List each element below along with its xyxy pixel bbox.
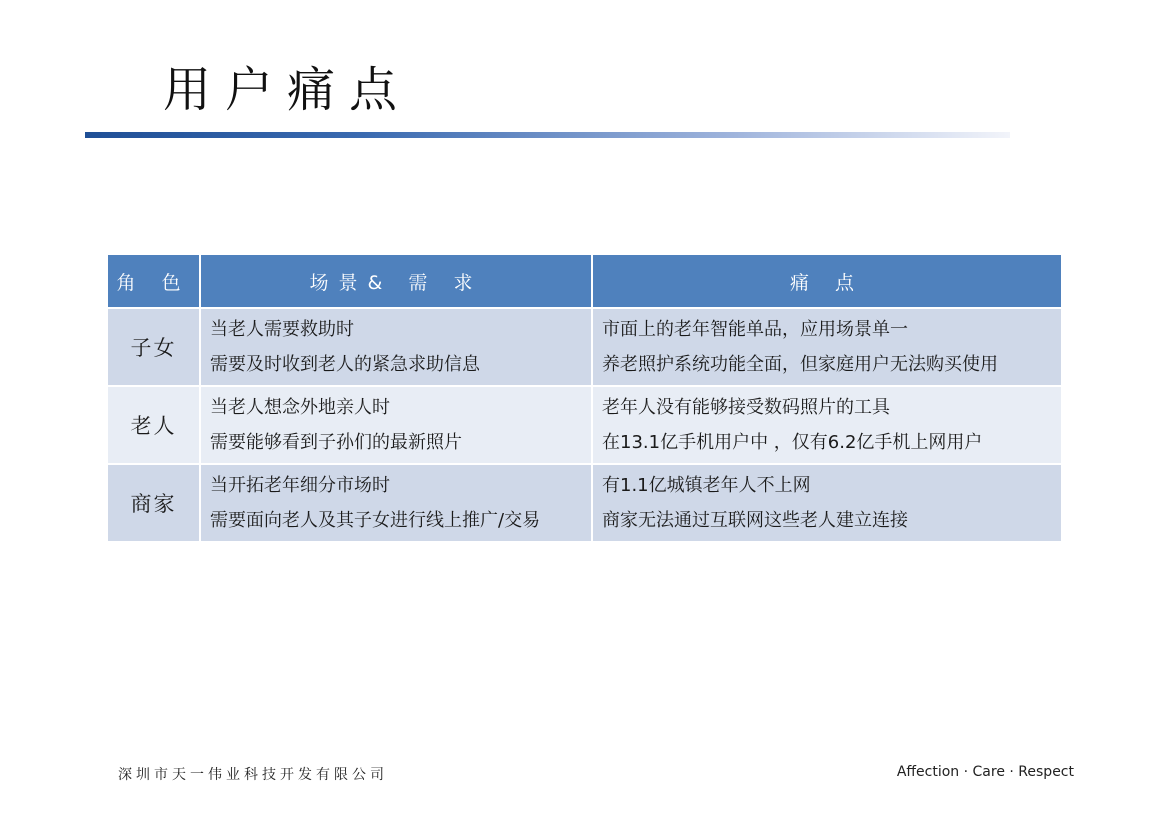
- pains-line: 在13.1亿手机用户中 ，仅有6.2亿手机上网用户: [602, 432, 983, 453]
- role-cell: 老人: [108, 387, 201, 465]
- pain-points-table: [108, 255, 1061, 543]
- table-row: [108, 465, 1061, 543]
- needs-line: 当老人需要救助时: [210, 319, 354, 340]
- table-row: [108, 387, 1061, 465]
- needs-line: 需要及时收到老人的紧急求助信息: [210, 354, 480, 375]
- pains-line: 养老照护系统功能全面，但家庭用户无法购买使用: [602, 354, 998, 375]
- table-row: [108, 309, 1061, 387]
- needs-cell: [201, 309, 593, 387]
- role-cell: 子女: [108, 309, 201, 387]
- page-title: 用户痛点: [163, 62, 412, 118]
- pains-cell: [593, 465, 1061, 543]
- slogan: Affection · Care · Respect: [896, 764, 1074, 780]
- role-cell: 商家: [108, 465, 201, 543]
- needs-line: 需要能够看到子孙们的最新照片: [210, 432, 462, 453]
- pains-cell: [593, 309, 1061, 387]
- title-underline-bar: [85, 132, 1010, 138]
- table-header-row: [108, 255, 1061, 309]
- pains-cell: [593, 387, 1061, 465]
- needs-cell: [201, 465, 593, 543]
- header-scenario-needs: 场景& 需 求: [201, 255, 593, 309]
- pains-line: 有1.1亿城镇老年人不上网: [602, 475, 811, 496]
- header-role: 角 色: [108, 255, 201, 309]
- needs-line: 当老人想念外地亲人时: [210, 397, 390, 418]
- pains-line: 商家无法通过互联网这些老人建立连接: [602, 510, 908, 531]
- pains-line: 市面上的老年智能单品，应用场景单一: [602, 319, 908, 340]
- needs-line: 需要面向老人及其子女进行线上推广/交易: [210, 510, 541, 531]
- header-pain-points: 痛 点: [593, 255, 1061, 309]
- pains-line: 老年人没有能够接受数码照片的工具: [602, 397, 890, 418]
- company-name: 深圳市天一伟业科技开发有限公司: [118, 767, 388, 783]
- needs-cell: [201, 387, 593, 465]
- needs-line: 当开拓老年细分市场时: [210, 475, 390, 496]
